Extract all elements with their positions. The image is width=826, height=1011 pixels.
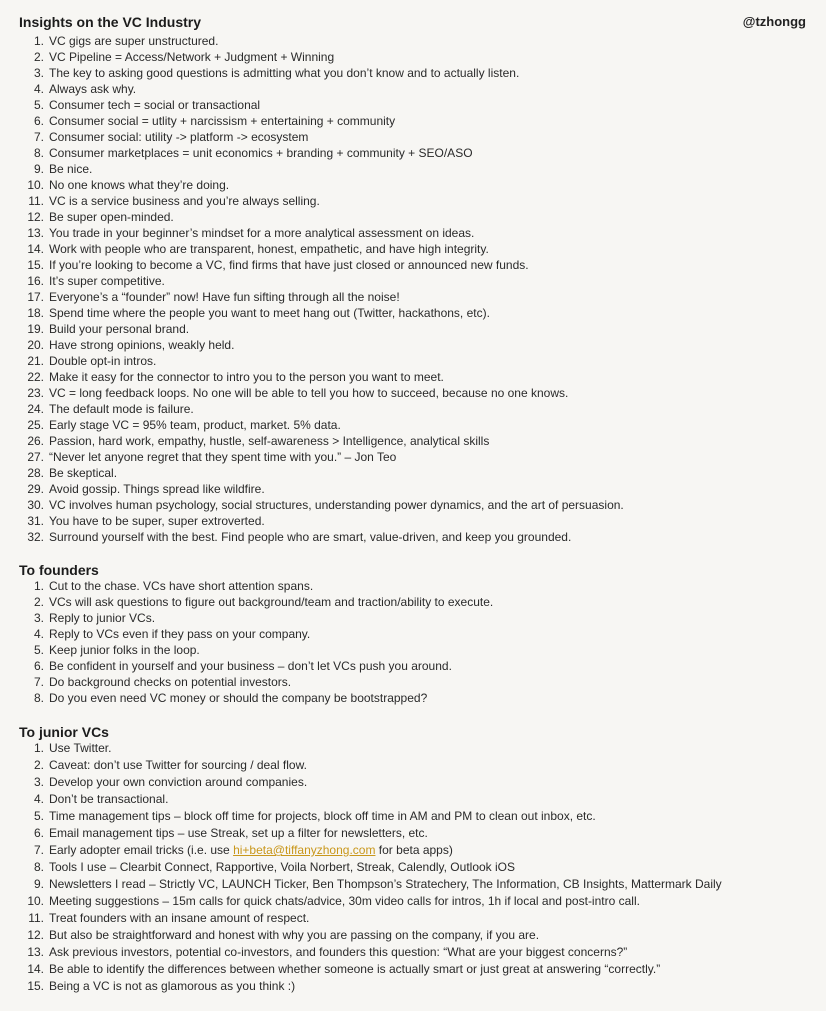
list-item-text: Newsletters I read – Strictly VC, LAUNCH Ticker, Ben Thompson’s Stratechery, The Information, CB Insights, Mattermark Daily (49, 877, 722, 891)
list-item-number: 20. (27, 338, 44, 352)
list-item-text: Reply to VCs even if they pass on your company. (49, 627, 311, 641)
list-item-text: Ask previous investors, potential co-investors, and founders this question: “What are your biggest concerns?” (49, 945, 628, 959)
list-item-text: Use Twitter. (49, 741, 112, 755)
list-item (0, 859, 722, 876)
list-item (0, 81, 624, 97)
list-item-number: 8. (33, 691, 44, 705)
list-item-number: 8. (33, 860, 44, 874)
list-item-text: Time management tips – block off time for projects, block off time in AM and PM to clean out inbox, etc. (49, 809, 596, 823)
list-item-text: Tools I use – Clearbit Connect, Rapportive, Voila Norbert, Streak, Calendly, Outlook iOS (49, 860, 516, 874)
list-item-number: 2. (33, 758, 44, 772)
list-item-number: 13. (27, 945, 44, 959)
list-item-text: VC is a service business and you’re always selling. (49, 194, 320, 208)
list-item-text: VC Pipeline = Access/Network + Judgment + Winning (49, 50, 335, 64)
list-item (0, 97, 624, 113)
list-item-number: 1. (33, 579, 44, 593)
list-item (0, 978, 722, 995)
section-title-junior-vcs: To junior VCs (19, 724, 109, 740)
list-item (0, 513, 624, 529)
list-item-text: Do you even need VC money or should the company be bootstrapped? (49, 691, 428, 705)
list-item-number: 25. (27, 418, 44, 432)
list-item-number: 2. (33, 595, 44, 609)
list-item (0, 465, 624, 481)
list-item (0, 910, 722, 927)
junior-vcs-list (0, 740, 722, 995)
list-item-text: But also be straightforward and honest with why you are passing on the company, if you are. (49, 928, 540, 942)
list-item-text: Consumer tech = social or transactional (49, 98, 261, 112)
list-item (0, 876, 722, 893)
list-item (0, 944, 722, 961)
list-item (0, 289, 624, 305)
list-item-number: 7. (33, 675, 44, 689)
list-item-text: Be super open-minded. (49, 210, 174, 224)
list-item-text: It’s super competitive. (49, 274, 165, 288)
list-item (0, 740, 722, 757)
list-item (0, 497, 624, 513)
section-title-founders: To founders (19, 562, 99, 578)
list-item (0, 578, 493, 594)
list-item (0, 449, 624, 465)
list-item (0, 433, 624, 449)
list-item (0, 808, 722, 825)
list-item (0, 65, 624, 81)
list-item-number: 6. (33, 659, 44, 673)
list-item-text: Develop your own conviction around companies. (49, 775, 308, 789)
list-item-number: 4. (33, 792, 44, 806)
list-item-number: 5. (33, 809, 44, 823)
list-item-number: 14. (27, 242, 44, 256)
list-item-text: Treat founders with an insane amount of respect. (49, 911, 310, 925)
list-item-number: 28. (27, 466, 44, 480)
list-item-text: Caveat: don’t use Twitter for sourcing / deal flow. (49, 758, 307, 772)
list-item (0, 369, 624, 385)
list-item-text: Passion, hard work, empathy, hustle, self-awareness > Intelligence, analytical skills (49, 434, 490, 448)
list-item-text: Build your personal brand. (49, 322, 190, 336)
list-item-number: 12. (27, 210, 44, 224)
list-item-number: 4. (33, 82, 44, 96)
list-item (0, 305, 624, 321)
list-item-text: If you’re looking to become a VC, find firms that have just closed or announced new funds. (49, 258, 529, 272)
list-item (0, 177, 624, 193)
list-item-text: Make it easy for the connector to intro you to the person you want to meet. (49, 370, 444, 384)
list-item-number: 14. (27, 962, 44, 976)
list-item-number: 24. (27, 402, 44, 416)
list-item-text: Do background checks on potential investors. (49, 675, 292, 689)
list-item-text: for beta apps) (375, 843, 453, 857)
list-item-text: Keep junior folks in the loop. (49, 643, 200, 657)
list-item (0, 610, 493, 626)
list-item (0, 825, 722, 842)
list-item-text: The default mode is failure. (49, 402, 194, 416)
list-item (0, 209, 624, 225)
list-item-number: 15. (27, 979, 44, 993)
list-item-number: 4. (33, 627, 44, 641)
list-item-number: 21. (27, 354, 44, 368)
list-item (0, 642, 493, 658)
list-item (0, 321, 624, 337)
list-item (0, 690, 493, 706)
list-item-number: 5. (33, 98, 44, 112)
list-item-number: 16. (27, 274, 44, 288)
list-item-number: 9. (33, 162, 44, 176)
list-item (0, 927, 722, 944)
insights-list (0, 33, 624, 545)
list-item (0, 257, 624, 273)
list-item-text: Spend time where the people you want to meet hang out (Twitter, hackathons, etc). (49, 306, 490, 320)
list-item (0, 353, 624, 369)
list-item-number: 2. (33, 50, 44, 64)
list-item (0, 842, 722, 859)
list-item-number: 11. (28, 194, 44, 208)
list-item-number: 10. (27, 178, 44, 192)
list-item (0, 193, 624, 209)
list-item-number: 12. (27, 928, 44, 942)
list-item-number: 6. (33, 826, 44, 840)
list-item-number: 27. (27, 450, 44, 464)
list-item-number: 23. (27, 386, 44, 400)
list-item-text: Being a VC is not as glamorous as you think :) (49, 979, 296, 993)
list-item-text: Double opt-in intros. (49, 354, 157, 368)
list-item-number: 8. (33, 146, 44, 160)
list-item-text: Be skeptical. (49, 466, 118, 480)
list-item-number: 29. (27, 482, 44, 496)
list-item (0, 481, 624, 497)
list-item-number: 32. (27, 530, 44, 544)
list-item (0, 145, 624, 161)
list-item-text: “Never let anyone regret that they spent time with you.” – Jon Teo (49, 450, 397, 464)
list-item (0, 658, 493, 674)
list-item (0, 529, 624, 545)
list-item (0, 774, 722, 791)
list-item (0, 674, 493, 690)
list-item (0, 757, 722, 774)
list-item-text: You have to be super, super extroverted. (49, 514, 265, 528)
list-item-number: 30. (27, 498, 44, 512)
list-item-text: Be nice. (49, 162, 93, 176)
list-item (0, 273, 624, 289)
list-item (0, 113, 624, 129)
founders-list (0, 578, 493, 706)
list-item-number: 10. (27, 894, 44, 908)
list-item-number: 7. (33, 130, 44, 144)
list-item-text: Have strong opinions, weakly held. (49, 338, 235, 352)
list-item-text: Avoid gossip. Things spread like wildfire. (49, 482, 265, 496)
list-item (0, 337, 624, 353)
list-item-text: Consumer social = utlity + narcissism + entertaining + community (49, 114, 396, 128)
list-item (0, 401, 624, 417)
list-item-text: Work with people who are transparent, honest, empathetic, and have high integrity. (49, 242, 489, 256)
list-item-number: 15. (27, 258, 44, 272)
list-item-text: Meeting suggestions – 15m calls for quick chats/advice, 30m video calls for intros, 1h if local and post-intro call. (49, 894, 640, 908)
list-item-number: 22. (27, 370, 44, 384)
list-item-text: Early adopter email tricks (i.e. use (49, 843, 234, 857)
list-item-text: Cut to the chase. VCs have short attention spans. (49, 579, 314, 593)
list-item-number: 5. (33, 643, 44, 657)
author-handle: @tzhongg (742, 14, 806, 29)
list-item (0, 893, 722, 910)
list-item-number: 6. (33, 114, 44, 128)
list-item-number: 9. (33, 877, 44, 891)
list-item (0, 225, 624, 241)
list-item (0, 129, 624, 145)
list-item-text: Don’t be transactional. (49, 792, 169, 806)
list-item (0, 241, 624, 257)
list-item-number: 11. (28, 911, 44, 925)
email-link[interactable]: hi+beta@tiffanyzhong.com (233, 843, 376, 857)
list-item-text: VC gigs are super unstructured. (49, 34, 219, 48)
list-item-text: Email management tips – use Streak, set up a filter for newsletters, etc. (49, 826, 428, 840)
list-item-number: 31. (27, 514, 44, 528)
list-item-text: You trade in your beginner’s mindset for a more analytical assessment on ideas. (49, 226, 475, 240)
list-item-number: 1. (33, 34, 44, 48)
list-item-text: Be able to identify the differences between whether someone is actually smart or just great at answering “correctly.” (49, 962, 661, 976)
list-item (0, 626, 493, 642)
list-item-text: VC = long feedback loops. No one will be able to tell you how to succeed, because no one knows. (49, 386, 569, 400)
list-item-number: 3. (33, 66, 44, 80)
list-item-number: 26. (27, 434, 44, 448)
list-item-text: VCs will ask questions to figure out background/team and traction/ability to execute. (49, 595, 494, 609)
list-item (0, 33, 624, 49)
list-item (0, 385, 624, 401)
list-item-text: Be confident in yourself and your business – don’t let VCs push you around. (49, 659, 452, 673)
section-title-insights: Insights on the VC Industry (19, 14, 202, 30)
list-item-text: Everyone’s a “founder” now! Have fun sifting through all the noise! (49, 290, 400, 304)
list-item-text: Always ask why. (49, 82, 137, 96)
list-item-number: 19. (27, 322, 44, 336)
list-item (0, 417, 624, 433)
list-item-number: 3. (33, 611, 44, 625)
list-item-number: 3. (33, 775, 44, 789)
list-item-text: Consumer social: utility -> platform -> ecosystem (49, 130, 309, 144)
list-item-number: 18. (27, 306, 44, 320)
list-item-text: Surround yourself with the best. Find people who are smart, value-driven, and keep you grounded. (49, 530, 572, 544)
list-item (0, 961, 722, 978)
list-item-number: 7. (33, 843, 44, 857)
list-item (0, 161, 624, 177)
list-item (0, 49, 624, 65)
list-item-text: VC involves human psychology, social structures, understanding power dynamics, and the art of persuasion. (49, 498, 624, 512)
list-item-number: 1. (33, 741, 44, 755)
list-item-text: The key to asking good questions is admitting what you don’t know and to actually listen. (49, 66, 520, 80)
list-item (0, 791, 722, 808)
list-item (0, 594, 493, 610)
list-item-text: Early stage VC = 95% team, product, market. 5% data. (49, 418, 341, 432)
list-item-number: 17. (27, 290, 44, 304)
list-item-number: 13. (27, 226, 44, 240)
list-item-text: Consumer marketplaces = unit economics + branding + community + SEO/ASO (49, 146, 473, 160)
list-item-text: Reply to junior VCs. (49, 611, 156, 625)
list-item-text: No one knows what they’re doing. (49, 178, 230, 192)
